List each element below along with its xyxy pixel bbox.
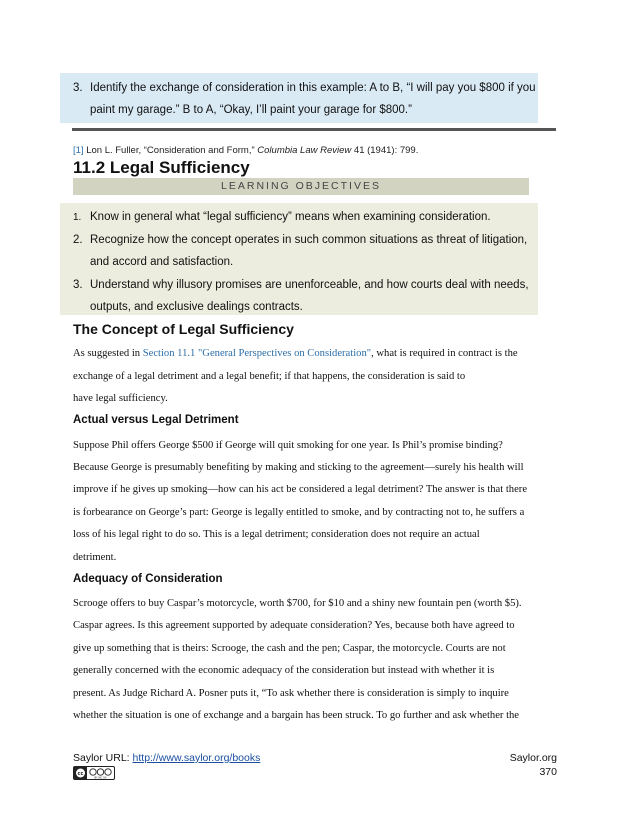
learning-objectives-title: LEARNING OBJECTIVES bbox=[221, 180, 381, 192]
concept-paragraph-line-3: have legal sufficiency. bbox=[73, 393, 168, 404]
actual-legal-line-2: Because George is presumably benefiting by making and sticking to the agreement—surely his health will bbox=[73, 462, 524, 473]
question-line-2: paint my garage.” B to A, “Okay, I’ll paint your garage for $800.” bbox=[90, 104, 412, 116]
actual-legal-line-5: loss of his legal right to do so. This is a legal detriment; consideration does not require an actual bbox=[73, 529, 480, 540]
section-title: 11.2 Legal Sufficiency bbox=[73, 158, 250, 177]
objective-3-number: 3. bbox=[73, 279, 83, 291]
footer-site: Saylor.org bbox=[509, 752, 557, 764]
question-number: 3. bbox=[73, 82, 83, 94]
footnote bbox=[73, 145, 418, 156]
footer-url-link[interactable]: http://www.saylor.org/books bbox=[132, 752, 261, 764]
objective-3-line-1: Understand why illusory promises are unenforceable, and how courts deal with needs, bbox=[90, 279, 529, 291]
adequacy-line-6: whether the situation is one of exchange and a bargain has been struck. To go further and ask whether the bbox=[73, 710, 520, 721]
creative-commons-license-icon bbox=[73, 766, 115, 780]
section-11-1-link[interactable]: Section 11.1 "General Perspectives on Consideration" bbox=[142, 348, 372, 359]
page-number: 370 bbox=[539, 766, 557, 778]
actual-legal-line-6: detriment. bbox=[73, 552, 117, 563]
actual-legal-line-3: improve if he gives up smoking—how can his act be considered a legal detriment? The answer is that there bbox=[73, 484, 528, 495]
adequacy-heading: Adequacy of Consideration bbox=[73, 573, 223, 585]
license-badge-text: BY NC SA bbox=[94, 776, 107, 780]
objective-2-line-2: and accord and satisfaction. bbox=[90, 256, 234, 268]
footer-url-label: Saylor URL: bbox=[73, 752, 133, 764]
objective-1-number: 1. bbox=[73, 212, 82, 223]
concept-text-after: , what is required in contract is the bbox=[371, 348, 518, 359]
objective-1-line-1: Know in general what “legal sufficiency” means when examining consideration. bbox=[90, 211, 491, 223]
footnote-ref-link[interactable]: [1] bbox=[73, 145, 84, 156]
footnote-citation: 41 (1941): 799. bbox=[351, 145, 419, 156]
objective-3-line-2: outputs, and exclusive dealings contracts. bbox=[90, 301, 303, 313]
concept-paragraph-line-2: exchange of a legal detriment and a legal benefit; if that happens, the consideration is said to bbox=[73, 371, 466, 382]
concept-paragraph-line-1 bbox=[73, 348, 518, 359]
adequacy-line-5: present. As Judge Richard A. Posner puts it, “To ask whether there is consideration is simply to inquire bbox=[73, 688, 509, 699]
concept-heading: The Concept of Legal Sufficiency bbox=[73, 321, 294, 337]
adequacy-line-4: generally concerned with the economic adequacy of the consideration but instead with whether it is bbox=[73, 665, 495, 676]
footnote-journal: Columbia Law Review bbox=[257, 145, 352, 156]
svg-text:cc: cc bbox=[77, 771, 84, 777]
objective-2-number: 2. bbox=[73, 234, 83, 246]
actual-legal-heading: Actual versus Legal Detriment bbox=[73, 414, 239, 426]
actual-legal-line-1: Suppose Phil offers George $500 if George will quit smoking for one year. Is Phil’s promise binding? bbox=[73, 440, 503, 451]
question-line-1: Identify the exchange of consideration in this example: A to B, “I will pay you $800 if you bbox=[90, 82, 536, 94]
actual-legal-line-4: is forbearance on George’s part: George is legally entitled to smoke, and by contracting not to, he suffers a bbox=[73, 507, 525, 518]
adequacy-line-2: Caspar agrees. Is this agreement supported by adequate consideration? Yes, because both have agreed to bbox=[73, 620, 515, 631]
footnote-text: Lon L. Fuller, “Consideration and Form,” bbox=[83, 145, 258, 156]
section-divider bbox=[72, 128, 556, 131]
adequacy-line-1: Scrooge offers to buy Caspar’s motorcycle, worth $700, for $10 and a shiny new fountain pen (worth $5). bbox=[73, 598, 522, 609]
objective-2-line-1: Recognize how the concept operates in such common situations as threat of litigation, bbox=[90, 234, 528, 246]
footer-saylor-url bbox=[73, 752, 260, 764]
adequacy-line-3: give up something that is theirs: Scrooge, the cash and the pen; Caspar, the motorcycle. Courts are not bbox=[73, 643, 506, 654]
concept-text-before: As suggested in bbox=[73, 348, 143, 359]
